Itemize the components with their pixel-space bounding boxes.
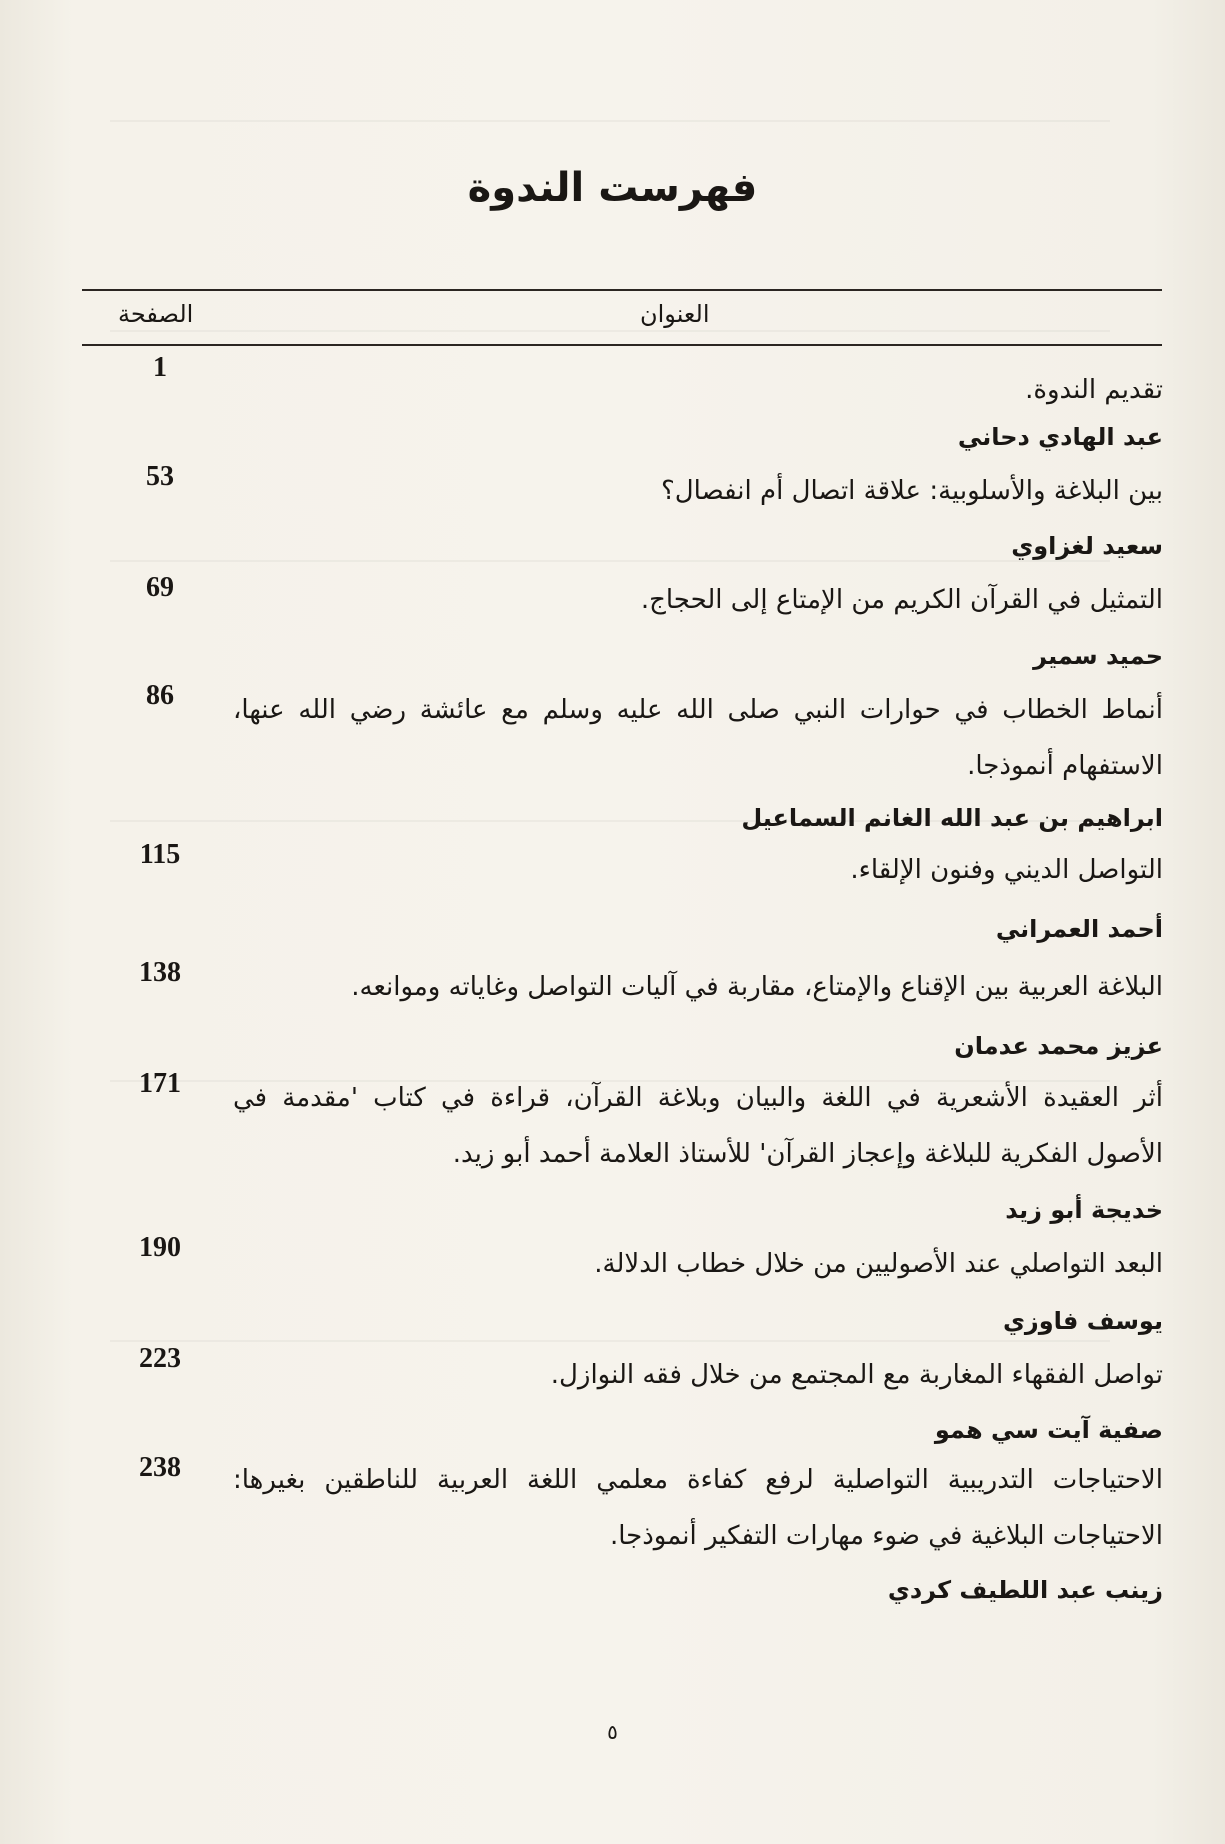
entry-title: البعد التواصلي عند الأصوليين من خلال خطاب الدلالة. [594,1249,1163,1279]
show-through-line [110,120,1110,122]
page-number: 69 [146,572,174,603]
entry-author: ابراهيم بن عبد الله الغانم السماعيل [741,804,1163,832]
entry-title: أنماط الخطاب في حوارات النبي صلى الله عليه وسلم مع عائشة رضي الله عنها، الاستفهام أنموذجا. [233,695,1163,781]
page-number: 171 [139,1068,181,1099]
page-number: 53 [146,461,174,492]
entry-author: يوسف فاوزي [1002,1307,1163,1335]
entry-title: أثر العقيدة الأشعرية في اللغة والبيان وبلاغة القرآن، قراءة في كتاب 'مقدمة في الأصول الفكرية للبلاغة وإعجاز القرآن' للأستاذ العلامة أحمد أبو زيد. [233,1083,1163,1169]
header-top-rule [82,289,1162,291]
entry-author: عزيز محمد عدمان [954,1032,1163,1060]
entry-author: زينب عبد اللطيف كردي [887,1576,1163,1604]
page-number: 223 [139,1343,181,1374]
entry-author: أحمد العمراني [995,915,1163,943]
page-number: 86 [146,680,174,711]
page-number: 238 [139,1452,181,1483]
header-bottom-rule [82,344,1162,346]
entry-author: حميد سمير [1033,642,1163,670]
entry-author: خديجة أبو زيد [1005,1196,1163,1224]
entry-title: الاحتياجات التدريبية التواصلية لرفع كفاءة معلمي اللغة العربية للناطقين بغيرها: الاحتياجات البلاغية في ضوء مهارات التفكير أنموذجا. [233,1465,1163,1551]
entry-title: التواصل الديني وفنون الإلقاء. [850,855,1163,885]
page-number: 190 [139,1232,181,1263]
entry-title: تواصل الفقهاء المغاربة مع المجتمع من خلال فقه النوازل. [550,1360,1163,1390]
entry-title: التمثيل في القرآن الكريم من الإمتاع إلى الحجاج. [640,585,1163,615]
show-through-line [110,1340,1110,1342]
entry-author: عبد الهادي دحاني [957,423,1163,451]
entry-author: صفية آيت سي همو [934,1416,1163,1444]
entry-title: تقديم الندوة. [1025,375,1163,405]
entry-title: بين البلاغة والأسلوبية: علاقة اتصال أم انفصال؟ [660,476,1163,506]
page-title: فهرست الندوة [467,165,758,211]
column-page-heading: الصفحة [118,300,194,328]
folio-page-number: ٥ [607,1720,618,1744]
show-through-line [110,330,1110,332]
entry-title: البلاغة العربية بين الإقناع والإمتاع، مقاربة في آليات التواصل وغاياته وموانعه. [351,972,1163,1002]
page-number: 115 [139,839,181,870]
column-title-heading: العنوان [640,300,710,328]
page-number: 138 [139,957,181,988]
show-through-line [110,560,1110,562]
entry-author: سعيد لغزاوي [1011,532,1163,560]
page-number: 1 [153,352,167,383]
